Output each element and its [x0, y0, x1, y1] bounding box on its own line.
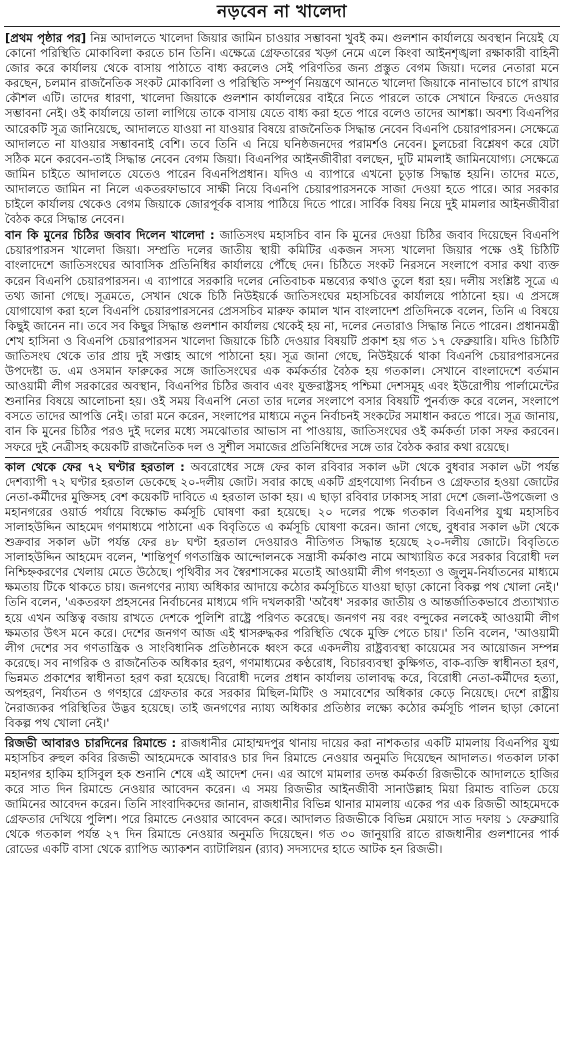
- continuation-marker: [প্রথম পৃষ্ঠার পর]: [5, 31, 87, 45]
- paragraph-rizvi-remand: [5, 736, 559, 857]
- section-divider: [5, 457, 559, 458]
- section-divider: [5, 733, 559, 734]
- paragraph-ban-ki-moon: [5, 228, 559, 454]
- article-body: [0, 27, 564, 857]
- subheading-rizvi-remand: রিজভী আবারও চারদিনের রিমান্ডে :: [5, 736, 177, 751]
- subheading-hartal: কাল থেকে ফের ৭২ ঘণ্টার হরতাল :: [5, 459, 185, 474]
- paragraph-text: রাজধানীর মোহাম্মদপুর থানায় দায়ের করা নাশকতার একটি মামলায় বিএনপির যুগ্ম মহাসচিব রুহুল কবির রিজভী আহমেদকে আবারও চার দিন রিমান্ডে নেওয়ার অনুমতি দিয়েছেন আদালত। গতকাল ঢাকা মহানগর হাকিম হাসিবুল হক শুনানি শেষে এই আদেশ দেন। এর আগে মামলার তদন্ত কর্মকর্তা রিজভীকে আদালতে হাজির করে সাত দিন রিমান্ডে নেওয়ার আবেদন করেন। এ সময় রিজভীর আইনজীবী সানাউল্লাহ মিয়া রিমান্ড বাতিল চেয়ে জামিনের আবেদন করেন। তিনি সাংবাদিকদের জানান, রাজধানীর বিভিন্ন থানার মামলায় একের পর এক রিজভী আহমেদকে গ্রেফতার দেখিয়ে পুলিশ। পরে রিমান্ডে নেওয়ার আবেদন করে। আদালত রিজভীকে বিভিন্ন মেয়াদে সাত দফায় ১ ফেব্রুয়ারি থেকে গতকাল পর্যন্ত ২৭ দিন রিমান্ডে নেওয়ার অনুমতি দিয়েছেন। গত ৩০ জানুয়ারি রাতে রাজধানীর গুলশানের পার্ক রোডের একটি বাসা থেকে র‌্যাপিড অ্যাকশন ব্যাটালিয়ন (র‌্যাব) সদস্যদের হাতে আটক হন রিজভী।: [5, 736, 559, 856]
- paragraph-hartal: [5, 460, 559, 732]
- paragraph-text: অবরোধের সঙ্গে ফের কাল রবিবার সকাল ৬টা থেকে বুধবার সকাল ৬টা পর্যন্ত দেশব্যাপী ৭২ ঘণ্টার হরতাল ডেকেছে ২০-দলীয় জোট। সবার কাছে একটি গ্রহণযোগ্য নির্বাচন ও গ্রেফতার হওয়া জোটের নেতা-কর্মীদের মুক্তিসহ বেশ কয়েকটি দাবিতে এ হরতাল ডাকা হয়। এ ছাড়া রবিবার ঢাকাসহ সারা দেশে জেলা-উপজেলা ও মহানগরের ওয়ার্ড পর্যায়ে বিক্ষোভ কর্মসূচি ঘোষণা করা হয়েছে। ২০ দলের পক্ষে গতকাল বিএনপির যুগ্ম মহাসচিব সালাহউদ্দিন আহমেদ গণমাধ্যমে পাঠানো এক বিবৃতিতে এ কর্মসূচি ঘোষণা করেন। জানা গেছে, বুধবার সকাল ৬টা থেকে শুক্রবার সকাল ৬টা পর্যন্ত ফের ৪৮ ঘণ্টা হরতাল দেওয়ারও নীতিগত সিদ্ধান্ত হয়েছে ২০-দলীয় জোটে। বিবৃতিতে সালাহউদ্দিন আহমেদ বলেন, 'শান্তিপূর্ণ গণতান্ত্রিক আন্দোলনকে সন্ত্রাসী কর্মকাণ্ড নামে আখ্যায়িত করে সরকার বিরোধী দল নিশ্চিহ্নকরণের খেলায় মেতে উঠেছে। পৃথিবীর সব স্বৈরশাসকের মতোই আওয়ামী লীগ গণহত্যা ও জুলুম-নির্যাতনের মাধ্যমে ক্ষমতায় টিকে থাকতে চায়। জনগণের ন্যায্য অধিকার আদায়ে কঠোর কর্মসূচিতে যাওয়া ছাড়া কোনো বিকল্প পথ খোলা নেই।' তিনি বলেন, 'একতরফা প্রহসনের নির্বাচনের মাধ্যমে গদি দখলকারী 'অবৈধ' সরকার জাতীয় ও আন্তর্জাতিকভাবে প্রত্যাখ্যাত হয়ে এখন অস্তিত্ব বজায় রাখতে দেশকে পুলিশি রাষ্ট্রে পরিণত করেছে। জনগণ নয় বরং বন্দুকের নলকেই আওয়ামী লীগ ক্ষমতার উৎস মনে করে। দেশের জনগণ আজ এই শ্বাসরুদ্ধকর পরিস্থিতি থেকে মুক্তি পেতে চায়।' তিনি বলেন, 'আওয়ামী লীগ দেশের সব গণতান্ত্রিক ও সাংবিধানিক প্রতিষ্ঠানকে ধ্বংস করে একদলীয় রাষ্ট্রব্যবস্থা কায়েমের সব আয়োজন সম্পন্ন করেছে। সব নাগরিক ও রাজনৈতিক অধিকার হরণ, গণমাধ্যমের কণ্ঠরোধ, বিচারব্যবস্থা কুক্ষিগত, বাক-ব্যক্তি স্বাধীনতা হরণ, ভিন্নমত প্রকাশের স্বাধীনতা হরণ করা হয়েছে। বিরোধী দলের প্রধান কার্যালয় তালাবদ্ধ করে, বিরোধী নেতা-কর্মীদের হত্যা, অপহরণ, নির্যাতন ও গণহারে গ্রেফতার করে সরকার মিছিল-মিটিং ও সমাবেশের অধিকার কেড়ে নিয়েছে। দেশে রাষ্ট্রীয় নৈরাজ্যকর পরিস্থিতির উদ্ভব হয়েছে। তাই জনগণের ন্যায্য অধিকার প্রতিষ্ঠার লক্ষ্যে কঠোর কর্মসূচি পালন ছাড়া কোনো বিকল্প পথ খোলা নেই।': [5, 459, 559, 731]
- paragraph-text: নিম্ন আদালতে খালেদা জিয়ার জামিন চাওয়ার সম্ভাবনা খুবই কম। গুলশান কার্যালয়ে অবস্থান নিয়েই যে কোনো পরিস্থিতি মোকাবিলা করতে চান তিনি। এক্ষেত্রে গ্রেফতারের খড়্গ নেমে এলে কিংবা আইনশৃঙ্খলা রক্ষাকারী বাহিনী জোর করে কার্যালয় থেকে বাসায় পাঠাতে বাধ্য করলেও সেই পরিণতির জন্য প্রস্তুত বেগম জিয়া। দলের নেতারা মনে করছেন, চলমান রাজনৈতিক সংকট মোকাবিলা ও পরিস্থিতি সম্পূর্ণ নিয়ন্ত্রণে আনতে খালেদা জিয়াকে নানাভাবে চাপে রাখার কৌশল এটি। তাদের ধারণা, খালেদা জিয়াকে গুলশান কার্যালয়ের বাইরে নিতে পারলে তাকে সেখানে ফিরতে দেওয়ার সম্ভাবনা নেই। ওই কার্যালয়ে তালা লাগিয়ে তাকে বাসায় যেতে বাধ্য করা হতে পারে বলেও তাদের আশঙ্কা। অবশ্য বিএনপির আরেকটি সূত্র জানিয়েছে, আদালতে যাওয়া না যাওয়ার বিষয়ে রাজনৈতিক সিদ্ধান্ত নেবেন বিএনপি চেয়ারপারসন। সেক্ষেত্রে আদালতে না যাওয়ার সম্ভাবনাই বেশি। তবে তিনি এ নিয়ে ঘনিষ্ঠজনদের পরামর্শও নেবেন। চুলচেরা বিশ্লেষণ করে যেটা সঠিক মনে করবেন-তাই সিদ্ধান্ত নেবেন বেগম জিয়া। বিএনপির আইনজীবীরা বলছেন, দুটি মামলাই জামিনযোগ্য। সেক্ষেত্রে জামিন চাইতে আদালতে যেতেও পারেন বিএনপিপ্রধান। যদিও এ ব্যাপারে এখনো চূড়ান্ত সিদ্ধান্ত হয়নি। তাদের মতে, আদালতে জামিন না নিলে একতরফাভাবে সাক্ষী নিয়ে বিএনপি চেয়ারপারসনকে সাজা দেওয়া হতে পারে। আর সরকার চাইলে কার্যালয় থেকেও বেগম জিয়াকে জোরপূর্বক বাসায় পাঠিয়ে দিতে পারে। সার্বিক বিষয় নিয়ে দুই মামলার আইনজীবীরা বৈঠক করে সিদ্ধান্ত নেবেন।: [5, 31, 560, 227]
- paragraph-text: জাতিসংঘ মহাসচিব বান কি মুনের দেওয়া চিঠির জবাব দিয়েছেন বিএনপি চেয়ারপারসন খালেদা জিয়া। সম্প্রতি দলের জাতীয় স্থায়ী কমিটির একজন সদস্য খালেদা জিয়ার পক্ষে ওই চিঠিটি বাংলাদেশে জাতিসংঘের আবাসিক প্রতিনিধির কার্যালয়ে পৌঁছে দেন। চিঠিতে সংকট নিরসনে সংলাপে বসার কথা ব্যক্ত করেন বিএনপি চেয়ারপারসন। এ ব্যাপারে সরকারি দলের নেতিবাচক মন্তব্যের কথাও তুলে ধরা হয়। দলীয় সংশ্লিষ্ট সূত্রে এ তথ্য জানা গেছে। সূত্রমতে, সেখান থেকে চিঠি নিউইয়র্কে জাতিসংঘের মহাসচিবের কার্যালয়ে পাঠানো হয়। এ প্রসঙ্গে যোগাযোগ করা হলে বিএনপি চেয়ারপারসনের প্রেসসচিব মারুফ কামাল খান বাংলাদেশ প্রতিদিনকে বলেন, তিনি এ বিষয়ে কিছুই জানেন না। তবে সব কিছুর সিদ্ধান্ত গুলশান কার্যালয় থেকেই হয় না, দলের নেতারাও সিদ্ধান্ত নিতে পারেন। প্রধানমন্ত্রী শেখ হাসিনা ও বিএনপি চেয়ারপারসন খালেদা জিয়াকে চিঠি দেওয়ার বিষয়টি প্রকাশ হয় গত ১৭ ফেব্রুয়ারি। যদিও চিঠিটি জাতিসংঘ থেকে তার প্রায় দুই সপ্তাহ আগে পাঠানো হয়। সূত্র জানা গেছে, নিউইয়র্কে থাকা বিএনপি চেয়ারপারসনের উপদেষ্টা ড. এম ওসমান ফারুকের সঙ্গে জাতিসংঘের এক কর্মকর্তার বৈঠক হয় গতকাল। সেখানে বাংলাদেশে বর্তমান আওয়ামী লীগ সরকারের অবস্থান, বিএনপির চিঠির জবাব এবং যুক্তরাষ্ট্রসহ পশ্চিমা দেশসমূহ এবং ইউরোপীয় পার্লামেন্টের শুনানির বিষয়ে আলোচনা হয়। ওই সময় বিএনপি নেতা তার দলের সংলাপে বসার বিষয়টি পুনর্ব্যক্ত করে বলেন, সংলাপে বসতে তাদের আপত্তি নেই। তারা মনে করেন, সংলাপের মাধ্যমে নতুন নির্বাচনই সংকটের সমাধান করতে পারে। সূত্র জানায়, বান কি মুনের চিঠির পরও দুই দলের মধ্যে সমঝোতার আভাস না পাওয়ায়, জাতিসংঘের ওই কর্মকর্তা ঢাকা সফর করবেন। সফরে দুই নেত্রীসহ কয়েকটি রাজনৈতিক দল ও সুশীল সমাজের প্রতিনিধিদের সঙ্গে তার বৈঠক করার কথা রয়েছে।: [5, 228, 559, 454]
- headline-box: [4, 0, 560, 27]
- paragraph-continuation: [5, 31, 559, 227]
- headline: নড়বেন না খালেদা: [216, 2, 348, 22]
- subheading-ban-ki-moon: বান কি মুনের চিঠির জবাব দিলেন খালেদা :: [5, 228, 215, 243]
